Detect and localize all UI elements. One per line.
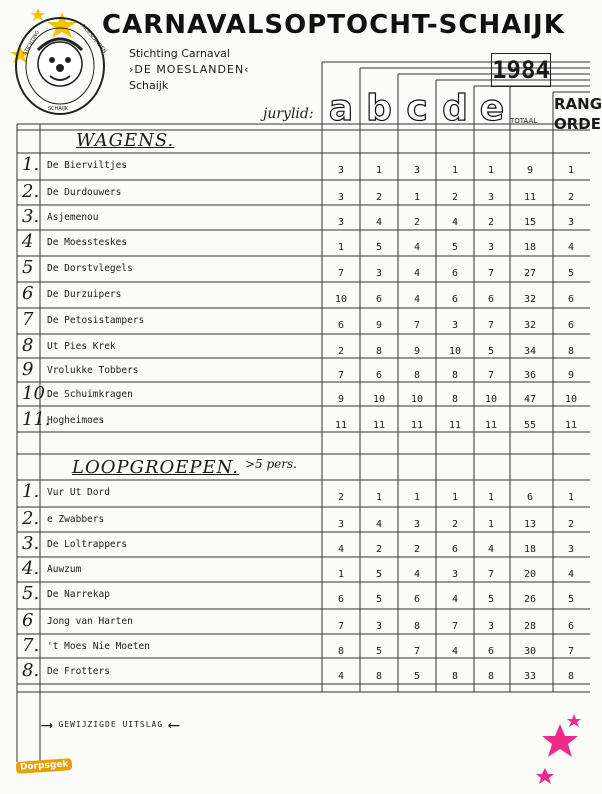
judge-header-c: c	[406, 88, 428, 129]
total-column-header: TOTAAL	[510, 117, 538, 125]
rank-value: 1	[567, 165, 575, 176]
judge-score: 7	[337, 370, 345, 381]
judge-score: 4	[413, 242, 421, 253]
judge-score: 3	[413, 165, 421, 176]
entry-name: De Petosistampers	[47, 315, 145, 326]
judge-score: 6	[451, 544, 459, 555]
judge-score: 6	[337, 320, 345, 331]
total-score: 32	[523, 294, 537, 305]
rank-header-line2: ORDE	[554, 115, 601, 133]
entry-name: Vrolukke Tobbers	[47, 365, 139, 376]
row-number: 2.	[22, 181, 40, 202]
judge-score: 1	[375, 165, 383, 176]
entry-name: e Zwabbers	[47, 514, 105, 525]
judge-score: 2	[337, 346, 345, 357]
entry-name: De Narrekap	[47, 589, 110, 600]
row-number: 10	[22, 383, 45, 404]
rank-header-line1: RANG	[554, 95, 602, 113]
judge-score: 3	[337, 217, 345, 228]
entry-name: Ut Pies Krek	[47, 341, 116, 352]
row-number: 4.	[22, 558, 40, 579]
judge-score: 4	[451, 594, 459, 605]
judge-score: 8	[413, 621, 421, 632]
total-score: 34	[523, 346, 537, 357]
total-score: 47	[523, 394, 537, 405]
judge-score: 4	[451, 217, 459, 228]
judge-score: 9	[337, 394, 345, 405]
judge-score: 1	[337, 242, 345, 253]
judge-score: 3	[451, 569, 459, 580]
judge-score: 4	[337, 544, 345, 555]
judge-score: 8	[451, 394, 459, 405]
organisation-name: Stichting Carnaval	[129, 47, 230, 60]
judge-score: 7	[487, 569, 495, 580]
judge-score: 3	[337, 165, 345, 176]
judge-score: 6	[487, 646, 495, 657]
judge-score: 1	[413, 492, 421, 503]
total-score: 13	[523, 519, 537, 530]
judge-score: 3	[487, 621, 495, 632]
arrow-right-icon: ⟶	[42, 715, 53, 734]
rank-value: 8	[567, 671, 575, 682]
row-number: 3.	[22, 533, 40, 554]
star-icon	[567, 714, 581, 727]
judge-score: 9	[375, 320, 383, 331]
row-number: 11.	[22, 409, 51, 430]
row-number: 3.	[22, 206, 40, 227]
total-score: 18	[523, 242, 537, 253]
organisation-subtitle: ›DE MOESLANDEN‹	[129, 63, 250, 76]
rank-value: 6	[567, 320, 575, 331]
entry-name: De Durzuipers	[47, 289, 122, 300]
rank-value: 8	[567, 346, 575, 357]
judge-score: 7	[487, 320, 495, 331]
judge-score: 11	[484, 420, 498, 431]
total-score: 55	[523, 420, 537, 431]
entry-name: Auwzum	[47, 564, 82, 575]
judge-score: 7	[337, 268, 345, 279]
entry-name: De Frotters	[47, 666, 110, 677]
judge-score: 5	[375, 242, 383, 253]
judge-score: 5	[375, 594, 383, 605]
judge-header-e: e	[479, 88, 505, 129]
judge-score: 8	[487, 671, 495, 682]
judge-score: 7	[413, 646, 421, 657]
entry-name: Hogheimoes	[47, 415, 105, 426]
judge-score: 3	[451, 320, 459, 331]
judge-score: 4	[337, 671, 345, 682]
judge-score: 3	[375, 268, 383, 279]
watermark-badge: Dorpsgek	[16, 758, 73, 774]
judge-score: 5	[375, 569, 383, 580]
total-score: 26	[523, 594, 537, 605]
judge-score: 6	[337, 594, 345, 605]
judge-score: 2	[375, 192, 383, 203]
row-number: 7.	[22, 635, 40, 656]
row-number: 6	[22, 283, 34, 304]
judge-score: 9	[413, 346, 421, 357]
judge-header-b: b	[366, 88, 392, 129]
judge-score: 6	[451, 268, 459, 279]
rank-value: 4	[567, 242, 575, 253]
entry-name: 't Moes Nie Moeten	[47, 641, 150, 652]
row-number: 7	[22, 309, 34, 330]
total-score: 27	[523, 268, 537, 279]
total-score: 15	[523, 217, 537, 228]
judge-score: 8	[375, 346, 383, 357]
judge-score: 4	[375, 217, 383, 228]
judge-score: 4	[413, 569, 421, 580]
judge-score: 6	[413, 594, 421, 605]
judge-score: 11	[372, 420, 386, 431]
judge-score: 1	[487, 519, 495, 530]
judge-score: 5	[375, 646, 383, 657]
jury-label: jurylid:	[263, 106, 314, 122]
judge-score: 8	[375, 671, 383, 682]
judge-score: 10	[410, 394, 424, 405]
judge-score: 3	[413, 519, 421, 530]
entry-name: De Loltrappers	[47, 539, 128, 550]
judge-score: 8	[413, 370, 421, 381]
carnival-logo	[12, 14, 108, 118]
judge-score: 2	[451, 519, 459, 530]
rank-value: 4	[567, 569, 575, 580]
rank-value: 5	[567, 594, 575, 605]
judge-header-d: d	[442, 88, 468, 129]
judge-score: 4	[451, 646, 459, 657]
logo-text: STICHTING	[22, 29, 41, 57]
rank-column-header	[554, 94, 602, 134]
rank-value: 7	[567, 646, 575, 657]
total-score: 33	[523, 671, 537, 682]
entry-name: De Bierviltjes	[47, 160, 128, 171]
judge-score: 6	[375, 294, 383, 305]
row-number: 1.	[22, 481, 40, 502]
total-score: 36	[523, 370, 537, 381]
total-score: 18	[523, 544, 537, 555]
row-number: 1.	[22, 154, 40, 175]
total-score: 11	[523, 192, 537, 203]
logo-text: SCHAIJK	[48, 106, 69, 112]
row-number: 5.	[22, 583, 40, 604]
judge-score: 2	[375, 544, 383, 555]
judge-score: 7	[487, 268, 495, 279]
judge-score: 3	[337, 519, 345, 530]
judge-score: 1	[413, 192, 421, 203]
section-note: >5 pers.	[245, 457, 297, 471]
judge-header-a: a	[328, 88, 354, 129]
judge-score: 1	[375, 492, 383, 503]
judge-score: 2	[413, 217, 421, 228]
judge-score: 6	[487, 294, 495, 305]
entry-name: Jong van Harten	[47, 616, 133, 627]
year-box: 1984	[491, 53, 551, 87]
row-number: 2.	[22, 508, 40, 529]
judge-score: 10	[484, 394, 498, 405]
judge-score: 1	[487, 165, 495, 176]
row-number: 4	[22, 231, 34, 252]
judge-score: 2	[451, 192, 459, 203]
rank-value: 3	[567, 217, 575, 228]
section-title-wagens: WAGENS.	[76, 130, 175, 151]
judge-score: 8	[451, 671, 459, 682]
rank-value: 3	[567, 544, 575, 555]
judge-score: 3	[487, 192, 495, 203]
arrow-left-icon: ⟵	[169, 715, 180, 734]
entry-name: De Moessteskes	[47, 237, 128, 248]
judge-score: 1	[451, 492, 459, 503]
row-number: 6	[22, 610, 34, 631]
judge-score: 7	[487, 370, 495, 381]
row-number: 8.	[22, 660, 40, 681]
row-number: 9	[22, 359, 34, 380]
rank-value: 1	[567, 492, 575, 503]
rank-value: 11	[564, 420, 578, 431]
judge-score: 5	[487, 594, 495, 605]
organisation-place: Schaijk	[129, 79, 169, 92]
judge-score: 7	[451, 621, 459, 632]
judge-score: 5	[413, 671, 421, 682]
entry-name: Vur Ut Dord	[47, 487, 110, 498]
judge-score: 6	[451, 294, 459, 305]
judge-score: 11	[448, 420, 462, 431]
judge-score: 8	[451, 370, 459, 381]
judge-score: 4	[413, 294, 421, 305]
rank-value: 5	[567, 268, 575, 279]
total-score: 9	[526, 165, 534, 176]
entry-name: De Schuimkragen	[47, 389, 133, 400]
judge-score: 1	[451, 165, 459, 176]
rank-value: 6	[567, 621, 575, 632]
total-score: 32	[523, 320, 537, 331]
judge-score: 7	[413, 320, 421, 331]
judge-score: 11	[410, 420, 424, 431]
judge-score: 2	[413, 544, 421, 555]
footer-note	[42, 715, 180, 734]
judge-score: 3	[375, 621, 383, 632]
judge-score: 7	[337, 621, 345, 632]
judge-score: 2	[337, 492, 345, 503]
total-score: 6	[526, 492, 534, 503]
judge-score: 10	[448, 346, 462, 357]
rank-value: 6	[567, 294, 575, 305]
judge-score: 3	[487, 242, 495, 253]
entry-name: De Durdouwers	[47, 187, 122, 198]
total-score: 28	[523, 621, 537, 632]
judge-score: 1	[337, 569, 345, 580]
judge-score: 3	[337, 192, 345, 203]
judge-score: 10	[334, 294, 348, 305]
judge-score: 5	[487, 346, 495, 357]
judge-score: 4	[413, 268, 421, 279]
footer-label: GEWIJZIGDE UITSLAG	[58, 720, 164, 729]
section-title-loopgroepen: LOOPGROEPEN.	[72, 457, 239, 478]
rank-value: 2	[567, 519, 575, 530]
entry-name: Asjemenou	[47, 212, 99, 223]
logo-text: MOESLANDEN	[80, 23, 108, 55]
judge-score: 8	[337, 646, 345, 657]
star-icon	[542, 724, 578, 757]
rank-value: 10	[564, 394, 578, 405]
judge-score: 5	[451, 242, 459, 253]
star-icon	[536, 768, 554, 784]
judge-score: 6	[375, 370, 383, 381]
judge-score: 10	[372, 394, 386, 405]
page-title: CARNAVALSOPTOCHT-SCHAIJK	[102, 10, 565, 40]
total-score: 20	[523, 569, 537, 580]
rank-value: 9	[567, 370, 575, 381]
row-number: 8	[22, 335, 34, 356]
judge-score: 4	[487, 544, 495, 555]
entry-name: De Dorstvlegels	[47, 263, 133, 274]
judge-score: 4	[375, 519, 383, 530]
row-number: 5	[22, 257, 34, 278]
rank-value: 2	[567, 192, 575, 203]
judge-score: 1	[487, 492, 495, 503]
judge-score: 11	[334, 420, 348, 431]
total-score: 30	[523, 646, 537, 657]
judge-score: 2	[487, 217, 495, 228]
